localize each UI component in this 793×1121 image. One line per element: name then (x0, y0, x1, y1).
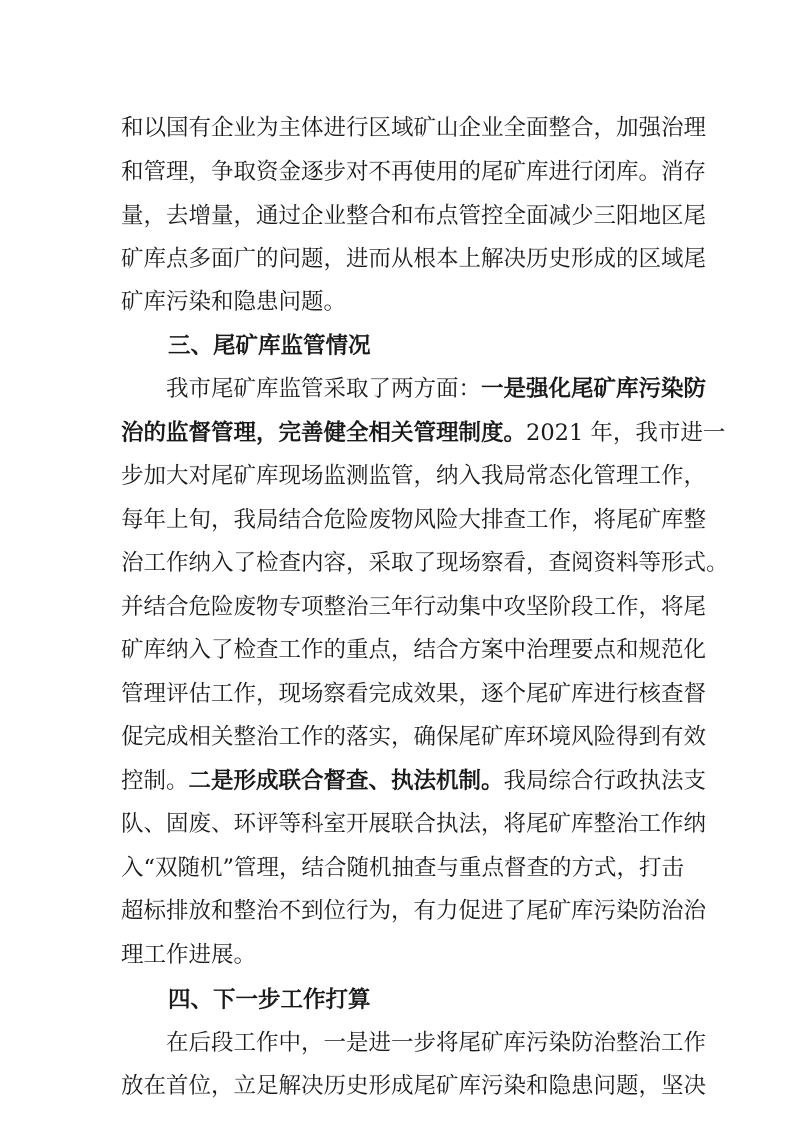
para1-line-4: 矿库点多面广的问题，进而从根本上解决历史形成的区域尾 (121, 246, 707, 272)
para2-line-8: 管理评估工作，现场察看完成效果，逐个尾矿库进行核查督 (121, 681, 707, 707)
para2-line-10-text-a: 控制。 (121, 768, 189, 794)
para2-line-10 (121, 766, 707, 796)
para2-line-13: 超标排放和整治不到位行为，有力促进了尾矿库污染防治治 (121, 898, 707, 924)
para2-line-2-bold: 治的监督管理，完善健全相关管理制度。 (121, 420, 527, 446)
para2-line-3: 步加大对尾矿库现场监测监管，纳入我局常态化管理工作， (121, 463, 707, 489)
para1-line-1: 和以国有企业为主体进行区域矿山企业全面整合，加强治理 (121, 115, 707, 141)
para2-line-9: 促完成相关整治工作的落实，确保尾矿库环境风险得到有效 (121, 724, 707, 750)
para2-line-14: 理工作进展。 (121, 942, 257, 968)
para3-line-2: 放在首位，立足解决历史形成尾矿库污染和隐患问题，坚决 (121, 1073, 707, 1099)
para2-line-11: 队、固废、环评等科室开展联合执法，将尾矿库整治工作纳 (121, 811, 707, 837)
para2-line-4: 每年上旬，我局结合危险废物风险大排查工作，将尾矿库整 (121, 507, 707, 533)
section-heading-4: 四、下一步工作打算 (168, 987, 371, 1013)
para2-line-2-text: 2021 年，我市进一 (526, 420, 726, 446)
para2-line-1 (166, 374, 707, 404)
section-heading-3: 三、尾矿库监管情况 (168, 333, 371, 359)
para1-line-5: 矿库污染和隐患问题。 (121, 289, 347, 315)
para1-line-2: 和管理，争取资金逐步对不再使用的尾矿库进行闭库。消存 (121, 159, 707, 185)
para2-line-10-text-b: 我局综合行政执法支 (503, 768, 707, 794)
para2-line-1-bold: 一是强化尾矿库污染防 (481, 376, 707, 402)
para2-line-1-text: 我市尾矿库监管采取了两方面： (166, 376, 482, 402)
para2-line-10-bold: 二是形成联合督查、执法机制。 (188, 768, 504, 794)
para2-line-6: 并结合危险废物专项整治三年行动集中攻坚阶段工作，将尾 (121, 594, 707, 620)
para2-line-5: 治工作纳入了检查内容，采取了现场察看，查阅资料等形式。 (121, 550, 729, 576)
para2-line-12: 入“双随机”管理，结合随机抽查与重点督查的方式，打击 (121, 855, 685, 881)
para1-line-3: 量，去增量，通过企业整合和布点管控全面减少三阳地区尾 (121, 203, 707, 229)
para3-line-1: 在后段工作中，一是进一步将尾矿库污染防治整治工作 (166, 1030, 707, 1056)
para2-line-7: 矿库纳入了检查工作的重点，结合方案中治理要点和规范化 (121, 637, 707, 663)
para2-line-2 (121, 418, 726, 448)
